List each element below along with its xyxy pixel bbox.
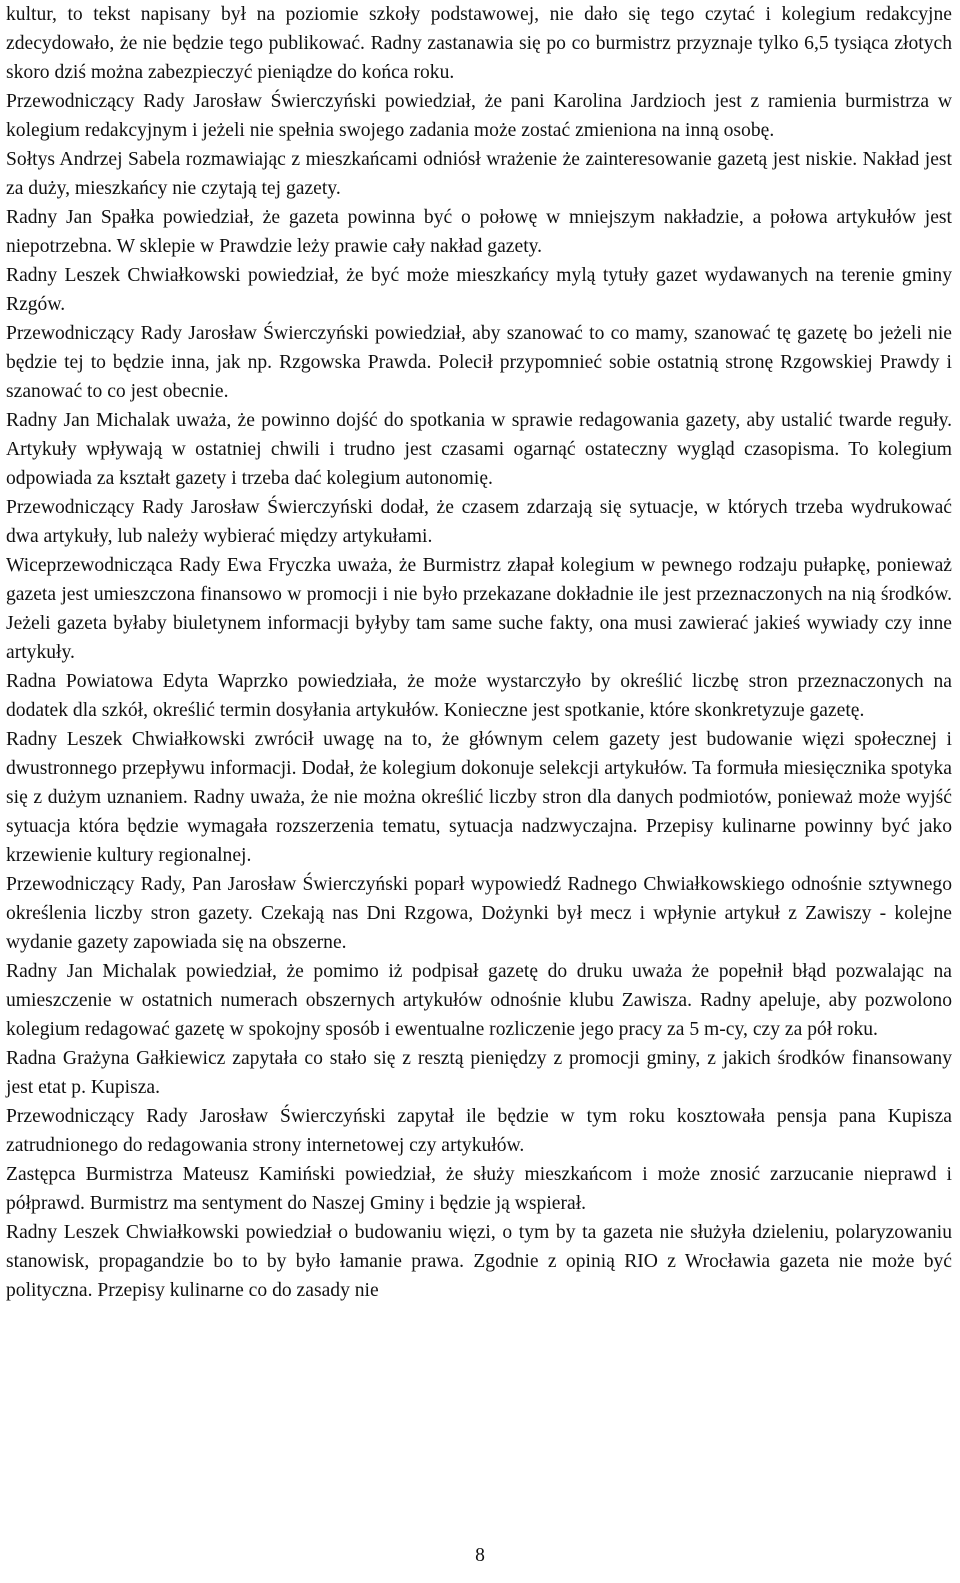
document-body: [6, 0, 952, 1305]
paragraph: Radny Leszek Chwiałkowski powiedział o budowaniu więzi, o tym by ta gazeta nie służyła dzieleniu, polaryzowaniu stanowisk, propagandzie bo to by było łamanie prawa. Zgodnie z opinią RIO z Wrocławia gazeta nie może być polityczna. Przepisy kulinarne co do zasady nie: [6, 1222, 952, 1301]
paragraph: Przewodniczący Rady Jarosław Świerczyński powiedział, że pani Karolina Jardzioch jest z ramienia burmistrza w kolegium redakcyjnym i jeżeli nie spełnia swojego zadania może zostać zmieniona na inną osobę.: [6, 91, 952, 141]
page-number: 8: [475, 1545, 485, 1566]
paragraph: Przewodniczący Rady Jarosław Świerczyński dodał, że czasem zdarzają się sytuacje, w których trzeba wydrukować dwa artykuły, lub należy wybierać między artykułami.: [6, 497, 952, 547]
paragraph: Radny Jan Michalak powiedział, że pomimo iż podpisał gazetę do druku uważa że popełnił błąd pozwalając na umieszczenie w ostatnich numerach obszernych artykułów odnośnie klubu Zawisza. Radny apeluje, aby pozwolono kolegium redagować gazetę w spokojny sposób i ewentualne rozliczenie jego pracy za 5 m-cy, czy za pół roku.: [6, 961, 952, 1040]
paragraph: Radny Leszek Chwiałkowski powiedział, że być może mieszkańcy mylą tytuły gazet wydawanych na terenie gminy Rzgów.: [6, 265, 952, 315]
paragraph: Wiceprzewodnicząca Rady Ewa Fryczka uważa, że Burmistrz złapał kolegium w pewnego rodzaju pułapkę, ponieważ gazeta jest umieszczona finansowo w promocji i nie było przekazane dokładnie ile jest przeznaczonych na nią środków. Jeżeli gazeta byłaby biuletynem informacji byłyby tam same suche fakty, ona musi zawierać jakieś wywiady czy inne artykuły.: [6, 555, 952, 663]
paragraph: Radny Jan Michalak uważa, że powinno dojść do spotkania w sprawie redagowania gazety, aby ustalić twarde reguły. Artykuły wpływają w ostatniej chwili i trudno jest czasami ogarnąć ostateczny wygląd czasopisma. To kolegium odpowiada za kształt gazety i trzeba dać kolegium autonomię.: [6, 410, 952, 489]
paragraph: Zastępca Burmistrza Mateusz Kamiński powiedział, że służy mieszkańcom i może znosić zarzucanie nieprawd i półprawd. Burmistrz ma sentyment do Naszej Gminy i będzie ją wspierał.: [6, 1164, 952, 1214]
paragraph: Przewodniczący Rady Jarosław Świerczyński zapytał ile będzie w tym roku kosztowała pensja pana Kupisza zatrudnionego do redagowania strony internetowej czy artykułów.: [6, 1106, 952, 1156]
paragraph: Radna Powiatowa Edyta Waprzko powiedziała, że może wystarczyło by określić liczbę stron przeznaczonych na dodatek dla szkół, określić termin dosyłania artykułów. Konieczne jest spotkanie, które skonkretyzuje gazetę.: [6, 671, 952, 721]
paragraph: Przewodniczący Rady Jarosław Świerczyński powiedział, aby szanować to co mamy, szanować tę gazetę bo jeżeli nie będzie tej to będzie inna, jak np. Rzgowska Prawda. Polecił przypomnieć sobie ostatnią stronę Rzgowskiej Prawdy i szanować to co jest obecnie.: [6, 323, 952, 402]
paragraph: Radny Jan Spałka powiedział, że gazeta powinna być o połowę w mniejszym nakładzie, a połowa artykułów jest niepotrzebna. W sklepie w Prawdzie leży prawie cały nakład gazety.: [6, 207, 952, 257]
paragraph: Radny Leszek Chwiałkowski zwrócił uwagę na to, że głównym celem gazety jest budowanie więzi społecznej i dwustronnego przepływu informacji. Dodał, że kolegium dokonuje selekcji artykułów. Ta formuła miesięcznika spotyka się z dużym uznaniem. Radny uważa, że nie można określić liczby stron dla danych podmiotów, ponieważ może wyjść sytuacja która będzie wymagała rozszerzenia tematu, sytuacja nadzwyczajna. Przepisy kulinarne powinny być jako krzewienie kultury regionalnej.: [6, 729, 952, 866]
paragraph: kultur, to tekst napisany był na poziomie szkoły podstawowej, nie dało się tego czytać i kolegium redakcyjne zdecydowało, że nie będzie tego publikować. Radny zastanawia się po co burmistrz przyznaje tylko 6,5 tysiąca złotych skoro dziś można zabezpieczyć pieniądze do końca roku.: [6, 4, 952, 83]
paragraph: Sołtys Andrzej Sabela rozmawiając z mieszkańcami odniósł wrażenie że zainteresowanie gazetą jest niskie. Nakład jest za duży, mieszkańcy nie czytają tej gazety.: [6, 149, 952, 199]
paragraph: Radna Grażyna Gałkiewicz zapytała co stało się z resztą pieniędzy z promocji gminy, z jakich środków finansowany jest etat p. Kupisza.: [6, 1048, 952, 1098]
paragraph: Przewodniczący Rady, Pan Jarosław Świerczyński poparł wypowiedź Radnego Chwiałkowskiego odnośnie sztywnego określenia liczby stron gazety. Czekają nas Dni Rzgowa, Dożynki był mecz i wpłynie artykuł z Zawiszy - kolejne wydanie gazety zapowiada się na obszerne.: [6, 874, 952, 953]
